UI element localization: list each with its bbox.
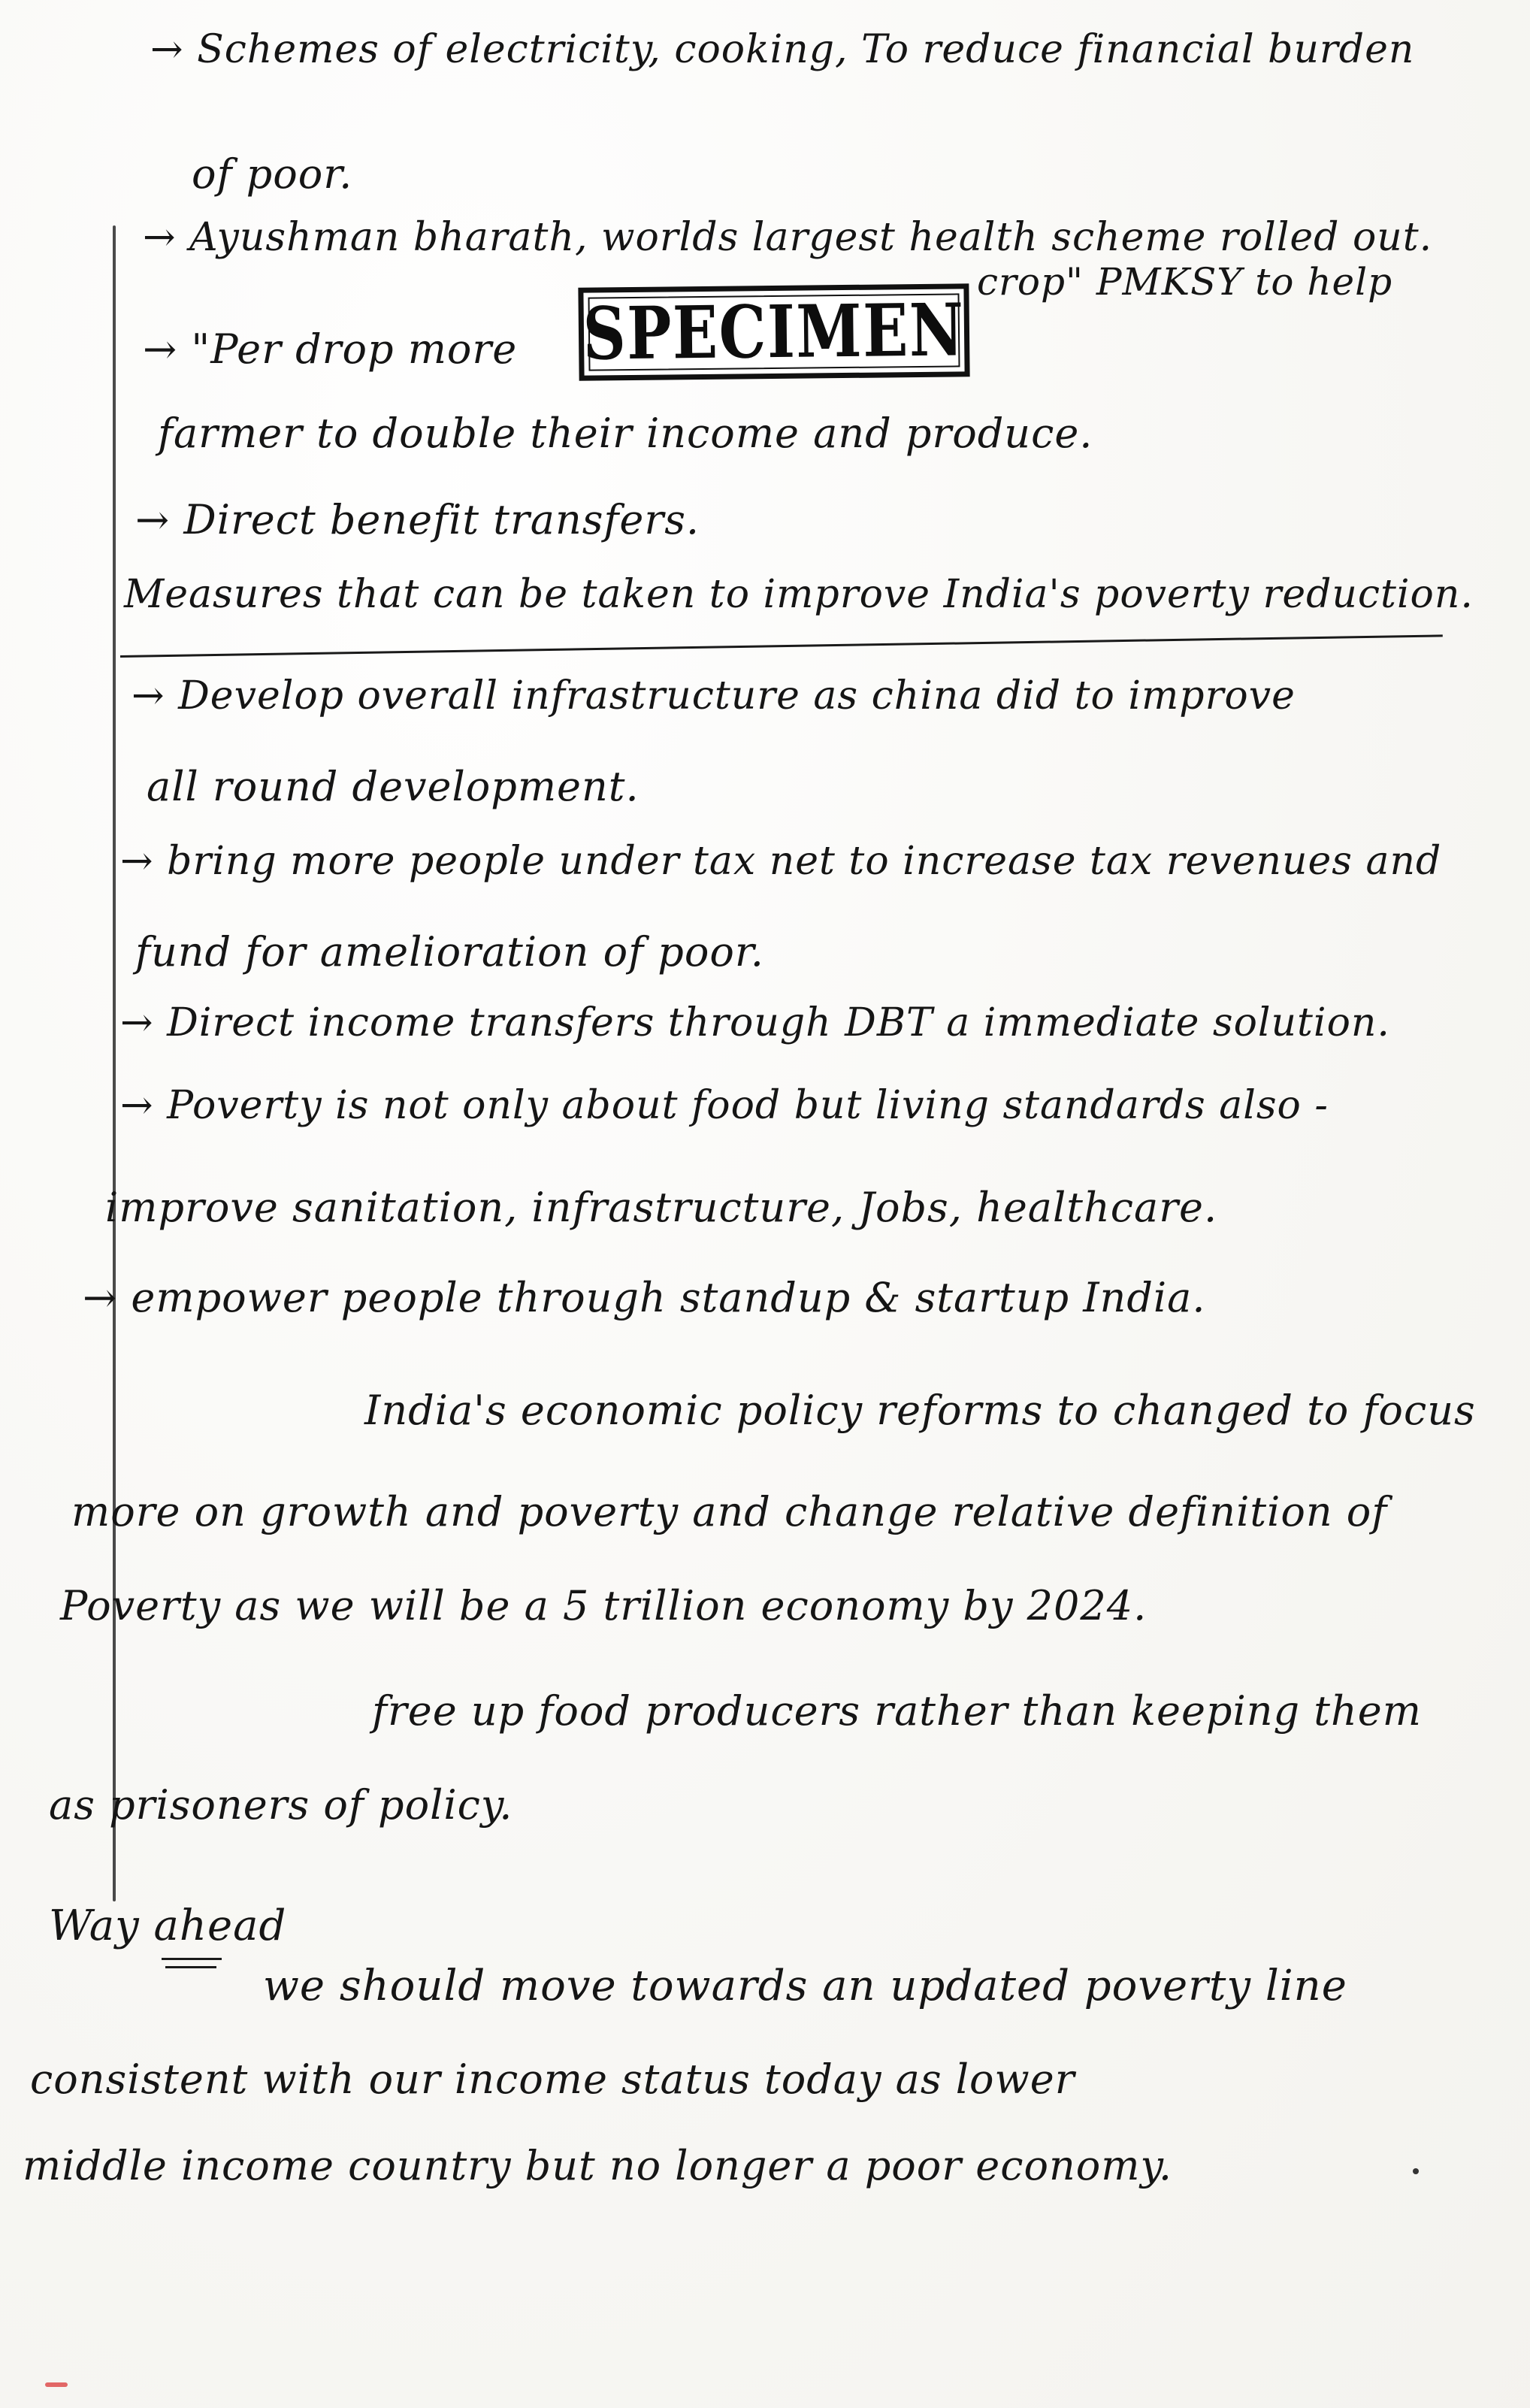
line-prisoners: as prisoners of policy. [49,1781,513,1829]
line-all-round: all round development. [147,763,640,810]
red-ink-mark [45,2382,68,2387]
line-schemes: → Schemes of electricity, cooking, To reduce financial burden [150,27,1415,72]
line-poverty-food: → Poverty is not only about food but living standards also - [120,1083,1329,1128]
margin-line [113,225,116,1901]
line-updated-poverty: we should move towards an updated poverty line [263,1962,1347,2010]
line-farmer: farmer to double their income and produce. [158,410,1093,457]
way-ahead-underline-second [165,1966,216,1968]
line-direct-income: → Direct income transfers through DBT a immediate solution. [120,1000,1390,1045]
line-economic-policy: India's economic policy reforms to changed to focus [364,1387,1476,1434]
line-tax-net: → bring more people under tax net to increase tax revenues and [120,839,1442,884]
line-growth: more on growth and poverty and change relative definition of [71,1488,1388,1535]
line-5-trillion: Poverty as we will be a 5 trillion economy by 2024. [60,1582,1148,1629]
section-heading-way-ahead: Way ahead [49,1901,287,1950]
line-dbt: → Direct benefit transfers. [135,496,700,543]
section-heading-measures: Measures that can be taken to improve India's poverty reduction. [124,572,1474,617]
line-middle-income: middle income country but no longer a poor economy. [23,2142,1172,2189]
line-sanitation: improve sanitation, infrastructure, Jobs, healthcare. [105,1184,1218,1231]
specimen-stamp-text: SPECIMEN [582,287,966,377]
line-infrastructure: → Develop overall infrastructure as china did to improve [132,673,1296,718]
way-ahead-underline [162,1958,222,1960]
line-consistent: consistent with our income status today as lower [30,2056,1075,2103]
line-standup: → empower people through standup & startup India. [83,1274,1206,1321]
line-crop-pmksy: crop" PMKSY to help [977,260,1393,304]
ink-dot [1413,2168,1419,2174]
line-ayushman: → Ayushman bharath, worlds largest health scheme rolled out. [143,215,1433,260]
heading-underline [120,634,1443,658]
specimen-stamp [578,283,969,380]
line-free-up: free up food producers rather than keeping them [372,1687,1422,1735]
line-of-poor: of poor. [192,150,353,198]
line-per-drop: → "Per drop more [143,325,518,373]
line-amelioration: fund for amelioration of poor. [135,928,764,976]
